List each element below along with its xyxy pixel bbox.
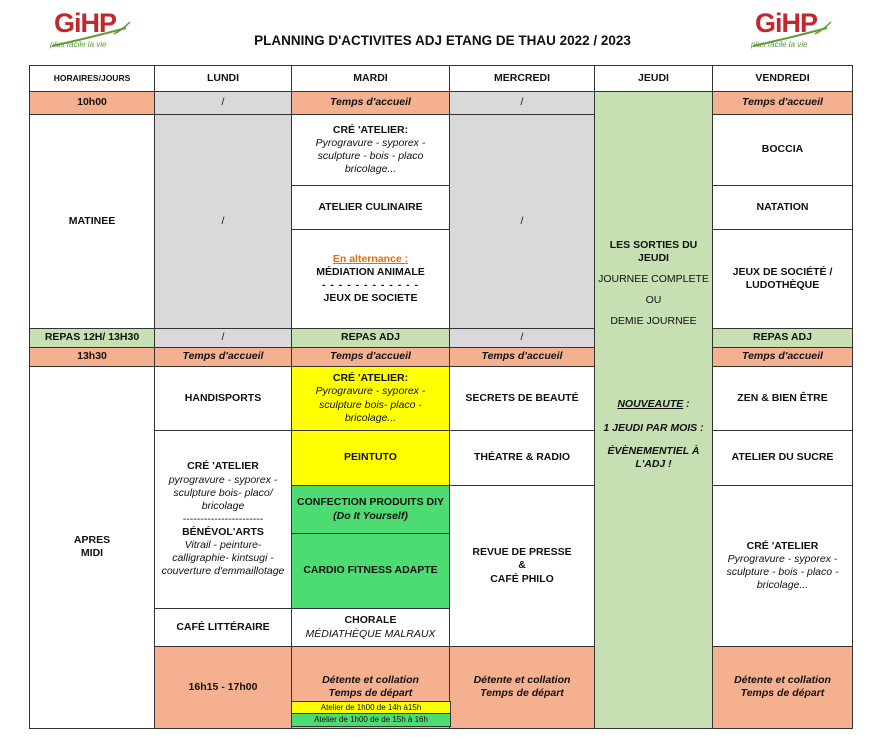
logo-text: GiHP [54,8,117,38]
cell-1330-mardi: Temps d'accueil [292,348,450,367]
chorale-title: CHORALE [344,614,397,627]
header-vendredi: VENDREDI [713,66,853,92]
cre-atelier-title: CRÉ 'ATELIER [187,460,259,473]
cell-matinee-mardi-2: ATELIER CULINAIRE [292,186,450,230]
benevolarts-title: BÉNÉVOL'ARTS [182,526,264,539]
cre-atelier-detail: pyrogravure - syporex - sculpture bois- placo/ bricolage [168,473,278,512]
cell-matinee-mercredi: / [450,115,595,329]
cell-apm-mardi-2: PEINTUTO [292,431,450,486]
cell-apm-mercredi-3 [450,486,595,647]
legend-green: Atelier de 1h00 de de 15h à 16h [291,713,451,727]
cell-jeudi [595,92,713,729]
header-row [30,66,853,92]
jeudi-sorties: LES SORTIES DU JEUDI [609,238,698,264]
logo-text: GiHP [755,8,818,38]
detente-line: Détente et collation [734,674,831,687]
depart-line: Temps de départ [740,687,825,700]
header-mercredi: MERCREDI [450,66,595,92]
depart-line: Temps de départ [328,687,413,700]
mediation-animale: MÉDIATION ANIMALE [316,265,425,278]
jeudi-par-mois: 1 JEUDI PAR MOIS : [603,421,704,434]
header-jeudi: JEUDI [595,66,713,92]
cell-repas-mercredi: / [450,329,595,348]
cell-1330-vendredi: Temps d'accueil [713,348,853,367]
row-repas [30,329,853,348]
header-corner: HORAIRES/JOURS [30,66,155,92]
row-label-10h00: 10h00 [30,92,155,115]
chorale-detail: MÉDIATHÈQUE MALRAUX [305,627,436,640]
cell-repas-vendredi: REPAS ADJ [713,329,853,348]
cell-apm-lundi-2 [155,431,292,609]
cell-10h-mercredi: / [450,92,595,115]
jeux-de-societe: JEUX DE SOCIETE [323,292,418,305]
row-label-matinee: MATINEE [30,115,155,329]
logo-tagline: plus facile la vie [50,40,107,49]
confection-diy-detail: (Do It Yourself) [333,509,408,522]
cell-10h-mardi: Temps d'accueil [292,92,450,115]
cell-repas-lundi: / [155,329,292,348]
alternance-label: En alternance : [332,252,409,265]
cell-1615-mardi [450,647,595,729]
cell-apm-vendredi-1: ZEN & BIEN ÊTRE [713,367,853,431]
row-label-repas: REPAS 12H/ 13H30 [30,329,155,348]
apres-label: APRES [73,534,111,547]
cre-atelier-title: CRÉ 'ATELIER [746,539,819,552]
cell-matinee-mardi-3 [292,230,450,329]
confection-diy-title: CONFECTION PRODUITS DIY [296,496,444,509]
cre-atelier-title: CRÉ 'ATELIER: [332,123,409,136]
cell-matinee-mardi-1 [292,115,450,186]
cre-atelier-detail: Pyrogravure - syporex - sculpture - bois - placo bricolage... [315,136,426,176]
cell-matinee-vendredi-2: NATATION [713,186,853,230]
detente-line: Détente et collation [322,674,419,687]
row-label-13h30: 13h30 [30,348,155,367]
row-label-16h15: 16h15 - 17h00 [155,647,292,729]
planning-table [29,65,853,729]
row-10h00 [30,92,853,115]
jeudi-nouveaute-label: NOUVEAUTE [617,398,684,411]
cre-atelier-detail: Pyrogravure - syporex - sculpture - bois - placo - bricolage... [726,552,839,592]
cell-apm-vendredi-3 [713,486,853,647]
header-lundi: LUNDI [155,66,292,92]
cell-1615-mercredi [713,647,853,729]
jeudi-demie: DEMIE JOURNEE [610,315,697,328]
cell-apm-vendredi-2: ATELIER DU SUCRE [713,431,853,486]
legend-yellow: Atelier de 1h00 de 14h à15h [291,701,451,715]
header-mardi: MARDI [292,66,450,92]
jeudi-nouveaute [598,398,709,411]
cell-apm-lundi-1: HANDISPORTS [155,367,292,431]
logo-tagline: plus facile la vie [751,40,808,49]
cell-apm-mardi-4: CARDIO FITNESS ADAPTE [292,534,450,609]
jeudi-journee: JOURNEE COMPLETE [598,273,709,286]
row-matinee-1 [30,115,853,186]
cell-apm-mercredi-1: SECRETS DE BEAUTÉ [450,367,595,431]
cell-10h-lundi: / [155,92,292,115]
row-apm-1 [30,367,853,431]
separator-dashes: ----------------------- [182,512,264,525]
midi-label: MIDI [80,547,104,560]
jeudi-nouveaute-colon: : [683,398,690,411]
row-label-apres-midi [30,367,155,729]
cell-apm-lundi-3: CAFÉ LITTÉRAIRE [155,609,292,647]
jeudi-evenementiel: ÉVÈNEMENTIEL À L'ADJ ! [607,444,700,470]
detente-line: Détente et collation [473,674,571,687]
cafe-philo: CAFÉ PHILO [490,572,554,585]
cell-apm-mardi-1 [292,367,450,431]
ampersand: & [518,559,526,572]
cell-1330-mercredi: Temps d'accueil [450,348,595,367]
benevolarts-detail: Vitrail - peinture-calligraphie- kintsugi - couverture d'emmaillotage [161,539,285,578]
cell-repas-mardi: REPAS ADJ [292,329,450,348]
cell-1330-lundi: Temps d'accueil [155,348,292,367]
cre-atelier-detail: Pyrogravure - syporex - sculpture bois- placo - bricolage... [315,385,426,424]
page-title: PLANNING D'ACTIVITES ADJ ETANG DE THAU 2022 / 2023 [254,33,631,48]
revue-de-presse: REVUE DE PRESSE [472,546,572,559]
cell-matinee-lundi: / [155,115,292,329]
cell-apm-mercredi-2: THÉATRE & RADIO [450,431,595,486]
row-13h30 [30,348,853,367]
jeudi-ou: OU [645,294,662,307]
cell-matinee-vendredi-1: BOCCIA [713,115,853,186]
separator-dashes: - - - - - - - - - - - - [321,279,420,291]
cell-apm-mardi-3 [292,486,450,534]
depart-line: Temps de départ [480,687,564,700]
cell-10h-vendredi: Temps d'accueil [713,92,853,115]
cell-apm-mardi-5 [292,609,450,647]
cre-atelier-title: CRÉ 'ATELIER: [332,372,409,385]
cell-matinee-vendredi-3: JEUX DE SOCIÉTÉ / LUDOTHÈQUE [713,230,853,329]
